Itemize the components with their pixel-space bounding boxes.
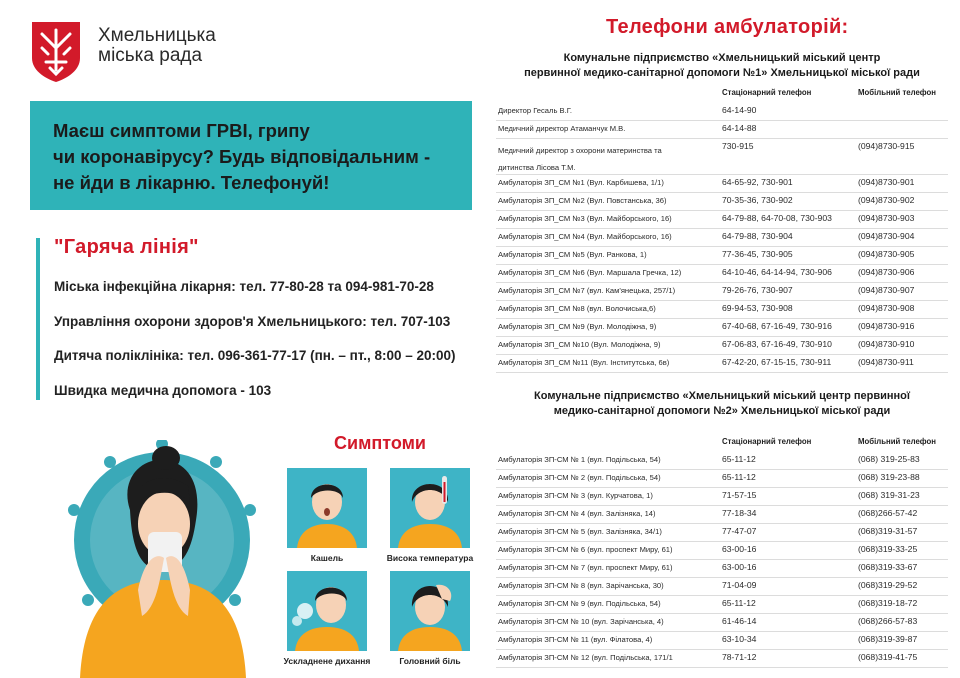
symptom-caption: Головний біль [399, 656, 461, 666]
clinic-name: Медичний директор Атаманчук М.В. [498, 124, 626, 133]
symptoms-title: Симптоми [334, 433, 426, 453]
table-row [496, 138, 948, 175]
mobile-phone: (094)8730-907 [858, 285, 915, 295]
headache-icon [390, 571, 470, 651]
static-phone: 65-11-12 [722, 598, 756, 608]
table-row [496, 102, 948, 121]
static-phone: 64-79-88, 730-904 [722, 231, 793, 241]
static-phone: 63-00-16 [722, 562, 757, 572]
symptom-caption: Висока температура [386, 553, 474, 563]
mobile-phone: (068) 319-23-88 [858, 472, 920, 482]
table-row [496, 649, 948, 668]
table-row [496, 523, 948, 542]
hotline-title: "Гаряча лінія" [54, 236, 199, 258]
hotline-item: Швидка медична допомога - 103 [54, 383, 272, 398]
symptom-caption: Ускладнене дихання [283, 656, 371, 666]
mobile-phone: (068) 319-31-23 [858, 490, 920, 500]
table-row [496, 210, 948, 229]
table-row [496, 120, 948, 139]
mobile-phone: (094)8730-906 [858, 267, 915, 277]
table-row [496, 300, 948, 319]
static-phone: 64-10-46, 64-14-94, 730-906 [722, 267, 832, 277]
static-phone: 77-18-34 [722, 508, 757, 518]
table-row [496, 505, 948, 524]
static-phone: 63-10-34 [722, 634, 757, 644]
table-row [496, 595, 948, 614]
static-phone: 77-47-07 [722, 526, 757, 536]
static-phone: 69-94-53, 730-908 [722, 303, 793, 313]
static-phone: 78-71-12 [722, 652, 757, 662]
table-row [496, 451, 948, 470]
center1-line-2: первинної медико-санітарної допомоги №1» Хмельницької міської ради [524, 67, 920, 79]
lungs-icon [287, 571, 367, 651]
mobile-phone: (068)319-41-75 [858, 652, 918, 662]
clinic-name: Амбулаторія ЗП_СМ №6 (Вул. Маршала Гречка, 12) [498, 268, 682, 277]
static-phone: 61-46-14 [722, 616, 757, 626]
headache-picture [390, 571, 470, 651]
center2-line-2: медико-санітарної допомоги №2» Хмельницької міської ради [553, 405, 891, 417]
mobile-phone: (068) 319-25-83 [858, 454, 920, 464]
mobile-phone: (094)8730-911 [858, 357, 914, 367]
mobile-phone: (094)8730-905 [858, 249, 915, 259]
table-row [496, 469, 948, 488]
static-phone: 65-11-12 [722, 472, 756, 482]
mobile-phone: (068)319-18-72 [858, 598, 918, 608]
clinic-name: Амбулаторія ЗП_СМ №1 (Вул. Карбишева, 1/1) [498, 178, 664, 187]
clinic-name: Амбулаторія ЗП-СМ № 11 (вул. Філатова, 4) [498, 635, 653, 644]
center2-line-1: Комунальне підприємство «Хмельницький міський центр первинної [534, 390, 910, 402]
table-row [496, 541, 948, 560]
sick-woman-illustration [60, 440, 275, 678]
mobile-phone: (094)8730-915 [858, 141, 915, 151]
banner-line-3: не йди в лікарню. Телефонуй! [53, 172, 330, 193]
table-row [496, 487, 948, 506]
clinic-name: Амбулаторія ЗП_СМ №4 (Вул. Майборського, 16) [498, 232, 672, 241]
clinic-name: Амбулаторія ЗП-СМ № 4 (вул. Залізняка, 14) [498, 509, 656, 518]
table-row [496, 228, 948, 247]
mobile-phone: (094)8730-903 [858, 213, 915, 223]
hotline-item: Міська інфекційна лікарня: тел. 77-80-28 та 094-981-70-28 [54, 279, 434, 294]
static-phone: 64-14-90 [722, 105, 757, 115]
table-row [496, 318, 948, 337]
clinic-name: Амбулаторія ЗП_СМ №8 (вул. Волочиська,6) [498, 304, 656, 313]
static-phone: 67-06-83, 67-16-49, 730-910 [722, 339, 832, 349]
warning-banner [30, 101, 472, 210]
clinic-name: Амбулаторія ЗП-СМ № 6 (вул. проспект Миру, 61) [498, 545, 673, 554]
static-phone: 730-915 [722, 141, 754, 151]
clinic-name: Амбулаторія ЗП_СМ №9 (Вул. Молодіжна, 9) [498, 322, 657, 331]
clinic-name: Амбулаторія ЗП-СМ № 9 (вул. Подільська, 54) [498, 599, 661, 608]
mobile-phone: (068)266-57-83 [858, 616, 918, 626]
mobile-phone: (094)8730-916 [858, 321, 915, 331]
logo-line-2: міська рада [98, 45, 203, 66]
static-phone: 63-00-16 [722, 544, 757, 554]
table-row [496, 559, 948, 578]
city-emblem-icon [28, 18, 84, 84]
banner-line-2: чи коронавірусу? Будь відповідальним - [53, 146, 431, 167]
static-phone: 77-36-45, 730-905 [722, 249, 793, 259]
banner-line-1: Маєш симптоми ГРВІ, грипу [53, 120, 310, 141]
clinic-name: Амбулаторія ЗП_СМ №11 (Вул. Інститутська, 6в) [498, 358, 670, 367]
mobile-phone: (068)266-57-42 [858, 508, 918, 518]
table-row [496, 246, 948, 265]
clinic-name: Амбулаторія ЗП_СМ №3 (Вул. Майборського, 16) [498, 214, 672, 223]
logo-line-1: Хмельницька [98, 25, 216, 46]
center1-heading [496, 51, 948, 81]
clinic-name: Амбулаторія ЗП-СМ № 10 (вул. Зарічанська, 4) [498, 617, 664, 626]
center2-col-static: Стаціонарний телефон [722, 437, 812, 446]
static-phone: 71-57-15 [722, 490, 757, 500]
table-row [496, 631, 948, 650]
hotline-item: Управління охорони здоров'я Хмельницького: тел. 707-103 [54, 314, 451, 329]
static-phone: 71-04-09 [722, 580, 757, 590]
mobile-phone: (068)319-39-87 [858, 634, 918, 644]
mobile-phone: (094)8730-902 [858, 195, 915, 205]
static-phone: 64-65-92, 730-901 [722, 177, 793, 187]
static-phone: 64-79-88, 64-70-08, 730-903 [722, 213, 832, 223]
clinic-name: Амбулаторія ЗП_СМ №10 (Вул. Молодіжна, 9) [498, 340, 661, 349]
table-row [496, 264, 948, 283]
clinic-name: Амбулаторія ЗП-СМ № 1 (вул. Подільська, 54) [498, 455, 661, 464]
center1-col-mobile: Мобільний телефон [858, 88, 936, 97]
clinic-name: Амбулаторія ЗП-СМ № 5 (вул. Залізняка, 34/1) [498, 527, 662, 536]
mobile-phone: (094)8730-904 [858, 231, 915, 241]
table-row [496, 282, 948, 301]
breathing-picture [287, 571, 367, 651]
fever-picture [390, 468, 470, 548]
table-row [496, 336, 948, 355]
clinic-name: Амбулаторія ЗП_СМ №2 (Вул. Повстанська, 36) [498, 196, 667, 205]
clinic-name: Амбулаторія ЗП-СМ № 2 (вул. Подільська, 54) [498, 473, 661, 482]
clinic-name: Амбулаторія ЗП-СМ № 8 (вул. Зарічанська, 30) [498, 581, 664, 590]
symptom-caption: Кашель [310, 553, 344, 563]
hotline-accent-bar [36, 238, 40, 400]
static-phone: 79-26-76, 730-907 [722, 285, 793, 295]
thermometer-icon [390, 468, 470, 548]
table-row [496, 613, 948, 632]
mobile-phone: (068)319-31-57 [858, 526, 918, 536]
clinic-name: Амбулаторія ЗП-СМ № 7 (вул. проспект Миру, 61) [498, 563, 673, 572]
clinic-name: Медичний директор з охорони материнства та дитинства Лісова Т.М. [498, 146, 662, 172]
mobile-phone: (068)319-33-25 [858, 544, 918, 554]
cough-picture [287, 468, 367, 548]
city-council-name [98, 26, 216, 66]
clinic-name: Амбулаторія ЗП_СМ №5 (Вул. Ранкова, 1) [498, 250, 647, 259]
mobile-phone: (094)8730-901 [858, 177, 915, 187]
static-phone: 67-42-20, 67-15-15, 730-911 [722, 357, 832, 367]
table-row [496, 174, 948, 193]
mobile-phone: (068)319-29-52 [858, 580, 918, 590]
hotline-item: Дитяча поліклініка: тел. 096-361-77-17 (пн. – пт., 8:00 – 20:00) [54, 348, 456, 363]
mobile-phone: (068)319-33-67 [858, 562, 918, 572]
center2-heading [496, 389, 948, 419]
static-phone: 64-14-88 [722, 123, 757, 133]
clinic-name: Амбулаторія ЗП-СМ № 12 (вул. Подільська, 171/1 [498, 653, 673, 662]
cough-icon [287, 468, 367, 548]
clinic-name: Амбулаторія ЗП-СМ № 3 (вул. Курчатова, 1) [498, 491, 653, 500]
center1-line-1: Комунальне підприємство «Хмельницький міський центр [563, 52, 881, 64]
center1-col-static: Стаціонарний телефон [722, 88, 812, 97]
static-phone: 65-11-12 [722, 454, 756, 464]
mobile-phone: (094)8730-910 [858, 339, 915, 349]
clinic-phones-title: Телефони амбулаторій: [606, 16, 849, 38]
table-row [496, 354, 948, 373]
clinic-name: Директор Гесаль В.Г. [498, 106, 573, 115]
static-phone: 67-40-68, 67-16-49, 730-916 [722, 321, 832, 331]
center2-col-mobile: Мобільний телефон [858, 437, 936, 446]
table-row [496, 577, 948, 596]
static-phone: 70-35-36, 730-902 [722, 195, 793, 205]
clinic-name: Амбулаторія ЗП_СМ №7 (вул. Кам'янецька, 257/1) [498, 286, 676, 295]
table-row [496, 192, 948, 211]
mobile-phone: (094)8730-908 [858, 303, 915, 313]
